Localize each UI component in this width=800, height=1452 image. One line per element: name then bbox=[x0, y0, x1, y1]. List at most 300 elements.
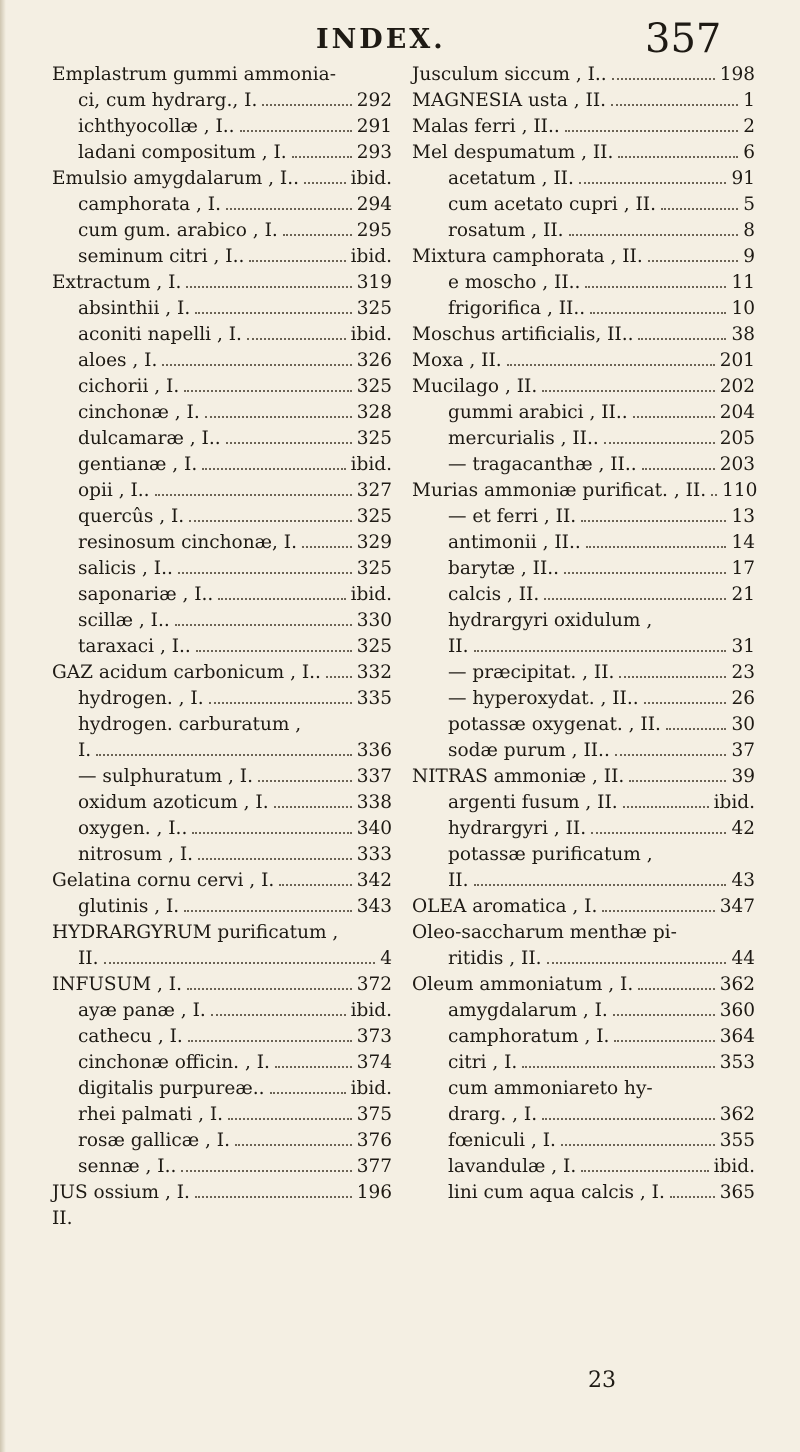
index-entry bbox=[52, 114, 392, 140]
index-entry bbox=[412, 114, 755, 140]
index-entry bbox=[52, 62, 392, 88]
entry-text: digitalis purpureæ.. bbox=[78, 1078, 265, 1099]
index-entry bbox=[52, 322, 392, 348]
index-entry bbox=[52, 738, 392, 764]
entry-text: drarg. , I. bbox=[448, 1104, 538, 1125]
entry-text: taraxaci , I.. bbox=[78, 636, 191, 657]
entry-text: seminum citri , I.. bbox=[78, 246, 245, 267]
index-entry bbox=[412, 556, 755, 582]
dot-leader bbox=[235, 1144, 352, 1146]
dot-leader bbox=[581, 1170, 708, 1172]
index-entry bbox=[412, 582, 755, 608]
dot-leader bbox=[192, 832, 351, 834]
entry-page-ref: 110 bbox=[722, 480, 758, 501]
entry-page-ref: 1 bbox=[743, 90, 755, 111]
dot-leader bbox=[209, 702, 352, 704]
index-entry bbox=[52, 478, 392, 504]
entry-text: Malas ferri , II.. bbox=[412, 116, 560, 137]
entry-text: cichorii , I. bbox=[78, 376, 180, 397]
index-entry bbox=[412, 348, 755, 374]
entry-text: gentianæ , I. bbox=[78, 454, 198, 475]
dot-leader bbox=[590, 312, 726, 314]
entry-page-ref: 337 bbox=[356, 766, 392, 787]
entry-page-ref: 17 bbox=[731, 558, 755, 579]
dot-leader bbox=[195, 1196, 352, 1198]
entry-text: camphorata , I. bbox=[78, 194, 221, 215]
dot-leader bbox=[262, 104, 351, 106]
entry-page-ref: ibid. bbox=[350, 246, 392, 267]
entry-text: — præcipitat. , II. bbox=[448, 662, 615, 683]
entry-page-ref: 374 bbox=[356, 1052, 392, 1073]
entry-text: cum gum. arabico , I. bbox=[78, 220, 278, 241]
entry-page-ref: 26 bbox=[731, 688, 755, 709]
index-entry bbox=[52, 894, 392, 920]
entry-page-ref: 364 bbox=[719, 1026, 755, 1047]
entry-text: Mixtura camphorata , II. bbox=[412, 246, 643, 267]
index-entry bbox=[52, 270, 392, 296]
index-entry bbox=[412, 192, 755, 218]
index-entry bbox=[52, 348, 392, 374]
dot-leader bbox=[195, 312, 351, 314]
dot-leader bbox=[162, 364, 351, 366]
index-entry bbox=[412, 1050, 755, 1076]
entry-text: oxygen. , I.. bbox=[78, 818, 188, 839]
entry-page-ref: 202 bbox=[719, 376, 755, 397]
entry-text: ayæ panæ , I. bbox=[78, 1000, 206, 1021]
entry-text: antimonii , II.. bbox=[448, 532, 581, 553]
index-entry bbox=[412, 738, 755, 764]
dot-leader bbox=[666, 728, 727, 730]
index-entry bbox=[412, 374, 755, 400]
entry-text: — et ferri , II. bbox=[448, 506, 577, 527]
entry-page-ref: 328 bbox=[356, 402, 392, 423]
entry-page-ref: 204 bbox=[719, 402, 755, 423]
index-entry bbox=[412, 1024, 755, 1050]
entry-page-ref: 9 bbox=[743, 246, 755, 267]
index-entry bbox=[52, 1180, 392, 1206]
entry-text: — sulphuratum , I. bbox=[78, 766, 253, 787]
dot-leader bbox=[604, 442, 715, 444]
entry-text: hydrargyri , II. bbox=[448, 818, 587, 839]
entry-text: nitrosum , I. bbox=[78, 844, 194, 865]
entry-page-ref: 21 bbox=[731, 584, 755, 605]
entry-page-ref: 6 bbox=[743, 142, 755, 163]
entry-page-ref: 39 bbox=[731, 766, 755, 787]
index-entry bbox=[52, 1128, 392, 1154]
entry-text: II. bbox=[448, 870, 469, 891]
entry-text: potassæ oxygenat. , II. bbox=[448, 714, 661, 735]
entry-page-ref: 293 bbox=[356, 142, 392, 163]
dot-leader bbox=[561, 1144, 715, 1146]
dot-leader bbox=[189, 520, 352, 522]
entry-text: — hyperoxydat. , II.. bbox=[448, 688, 639, 709]
dot-leader bbox=[581, 520, 726, 522]
index-entry bbox=[412, 1128, 755, 1154]
dot-leader bbox=[292, 156, 352, 158]
dot-leader bbox=[184, 390, 351, 392]
dot-leader bbox=[187, 988, 352, 990]
entry-page-ref: 372 bbox=[356, 974, 392, 995]
index-entry bbox=[52, 1206, 392, 1232]
index-entry bbox=[52, 400, 392, 426]
entry-page-ref: 5 bbox=[743, 194, 755, 215]
entry-text: argenti fusum , II. bbox=[448, 792, 618, 813]
dot-leader bbox=[240, 130, 352, 132]
dot-leader bbox=[96, 754, 351, 756]
entry-page-ref: 295 bbox=[356, 220, 392, 241]
entry-text: cathecu , I. bbox=[78, 1026, 183, 1047]
entry-text: I. bbox=[78, 740, 92, 761]
running-title: INDEX. bbox=[316, 24, 446, 55]
index-entry bbox=[412, 790, 755, 816]
dot-leader bbox=[579, 182, 727, 184]
index-entry bbox=[412, 998, 755, 1024]
entry-text: II. bbox=[448, 636, 469, 657]
dot-leader bbox=[648, 260, 739, 262]
entry-text: sennæ , I.. bbox=[78, 1156, 177, 1177]
entry-page-ref: 325 bbox=[356, 298, 392, 319]
index-entry bbox=[412, 530, 755, 556]
entry-text: sodæ purum , II.. bbox=[448, 740, 610, 761]
entry-page-ref: 325 bbox=[356, 558, 392, 579]
entry-page-ref: 23 bbox=[731, 662, 755, 683]
index-column-right bbox=[412, 62, 758, 1206]
index-entry bbox=[412, 868, 755, 894]
entry-page-ref: 332 bbox=[356, 662, 392, 683]
entry-page-ref: 8 bbox=[743, 220, 755, 241]
dot-leader bbox=[565, 130, 739, 132]
entry-text: hydrogen. carburatum , bbox=[78, 714, 302, 735]
index-entry bbox=[412, 218, 755, 244]
entry-text: rhei palmati , I. bbox=[78, 1104, 224, 1125]
index-entry bbox=[52, 530, 392, 556]
entry-page-ref: 42 bbox=[731, 818, 755, 839]
entry-page-ref: 198 bbox=[719, 64, 755, 85]
entry-page-ref: 294 bbox=[356, 194, 392, 215]
dot-leader bbox=[304, 182, 346, 184]
dot-leader bbox=[522, 1066, 714, 1068]
entry-text: Gelatina cornu cervi , I. bbox=[52, 870, 275, 891]
entry-text: rosatum , II. bbox=[448, 220, 564, 241]
entry-text: absinthii , I. bbox=[78, 298, 191, 319]
index-entry bbox=[52, 166, 392, 192]
index-entry bbox=[52, 790, 392, 816]
index-entry bbox=[412, 660, 755, 686]
dot-leader bbox=[228, 1118, 352, 1120]
entry-text: Oleum ammoniatum , I. bbox=[412, 974, 634, 995]
index-entry bbox=[52, 816, 392, 842]
dot-leader bbox=[218, 598, 345, 600]
index-entry bbox=[412, 1102, 755, 1128]
entry-page-ref: 325 bbox=[356, 376, 392, 397]
entry-text: HYDRARGYRUM purificatum , bbox=[52, 922, 339, 943]
dot-leader bbox=[211, 1014, 346, 1016]
dot-leader bbox=[612, 78, 715, 80]
dot-leader bbox=[202, 468, 345, 470]
entry-page-ref: ibid. bbox=[713, 1156, 755, 1177]
dot-leader bbox=[642, 468, 715, 470]
entry-text: potassæ purificatum , bbox=[448, 844, 653, 865]
dot-leader bbox=[585, 286, 726, 288]
entry-text: MAGNESIA usta , II. bbox=[412, 90, 607, 111]
entry-text: scillæ , I.. bbox=[78, 610, 170, 631]
dot-leader bbox=[326, 676, 352, 678]
entry-page-ref: 292 bbox=[356, 90, 392, 111]
index-entry bbox=[52, 140, 392, 166]
entry-text: salicis , I.. bbox=[78, 558, 173, 579]
entry-page-ref: 13 bbox=[731, 506, 755, 527]
entry-page-ref: 343 bbox=[356, 896, 392, 917]
entry-page-ref: ibid. bbox=[350, 1078, 392, 1099]
index-entry bbox=[412, 946, 755, 972]
index-entry bbox=[412, 686, 755, 712]
index-entry bbox=[52, 192, 392, 218]
entry-text: JUS ossium , I. bbox=[52, 1182, 190, 1203]
entry-text: Moxa , II. bbox=[412, 350, 502, 371]
entry-page-ref: 325 bbox=[356, 506, 392, 527]
entry-page-ref: 338 bbox=[356, 792, 392, 813]
index-entry bbox=[412, 608, 755, 634]
entry-text: hydrargyri oxidulum , bbox=[448, 610, 653, 631]
entry-page-ref: 329 bbox=[356, 532, 392, 553]
entry-text: glutinis , I. bbox=[78, 896, 180, 917]
index-entry bbox=[52, 660, 392, 686]
entry-page-ref: 360 bbox=[719, 1000, 755, 1021]
entry-page-ref: 91 bbox=[731, 168, 755, 189]
entry-page-ref: 377 bbox=[356, 1156, 392, 1177]
dot-leader bbox=[249, 260, 345, 262]
entry-page-ref: 291 bbox=[356, 116, 392, 137]
dot-leader bbox=[274, 806, 352, 808]
entry-text: frigorifica , II.. bbox=[448, 298, 586, 319]
entry-page-ref: ibid. bbox=[350, 584, 392, 605]
dot-leader bbox=[184, 910, 352, 912]
dot-leader bbox=[542, 1118, 715, 1120]
index-entry bbox=[412, 244, 755, 270]
index-entry bbox=[52, 634, 392, 660]
entry-page-ref: 10 bbox=[731, 298, 755, 319]
entry-text: — tragacanthæ , II.. bbox=[448, 454, 637, 475]
dot-leader bbox=[613, 1014, 715, 1016]
dot-leader bbox=[618, 156, 738, 158]
index-entry bbox=[412, 634, 755, 660]
entry-text: calcis , II. bbox=[448, 584, 540, 605]
dot-leader bbox=[186, 286, 351, 288]
index-entry bbox=[412, 920, 755, 946]
index-entry bbox=[412, 452, 755, 478]
index-entry bbox=[52, 686, 392, 712]
dot-leader bbox=[619, 676, 726, 678]
dot-leader bbox=[181, 1170, 351, 1172]
entry-text: ritidis , II. bbox=[448, 948, 542, 969]
dot-leader bbox=[196, 650, 352, 652]
entry-text: cum acetato cupri , II. bbox=[448, 194, 656, 215]
dot-leader bbox=[586, 546, 727, 548]
dot-leader bbox=[283, 234, 352, 236]
index-entry bbox=[52, 1024, 392, 1050]
entry-page-ref: ibid. bbox=[350, 1000, 392, 1021]
index-entry bbox=[412, 504, 755, 530]
index-entry bbox=[412, 62, 755, 88]
entry-text: acetatum , II. bbox=[448, 168, 574, 189]
dot-leader bbox=[155, 494, 352, 496]
entry-page-ref: 327 bbox=[356, 480, 392, 501]
entry-text: oxidum azoticum , I. bbox=[78, 792, 269, 813]
index-entry bbox=[52, 556, 392, 582]
dot-leader bbox=[205, 416, 352, 418]
index-entry bbox=[412, 88, 755, 114]
index-entry bbox=[52, 1102, 392, 1128]
entry-page-ref: 196 bbox=[356, 1182, 392, 1203]
index-entry bbox=[412, 816, 755, 842]
signature-mark: 23 bbox=[588, 1368, 616, 1393]
dot-leader bbox=[507, 364, 715, 366]
dot-leader bbox=[591, 832, 726, 834]
dot-leader bbox=[258, 780, 352, 782]
dot-leader bbox=[474, 650, 727, 652]
dot-leader bbox=[279, 884, 351, 886]
entry-page-ref: 11 bbox=[731, 272, 755, 293]
entry-text: mercurialis , II.. bbox=[448, 428, 599, 449]
entry-page-ref: 353 bbox=[719, 1052, 755, 1073]
page-number: 357 bbox=[645, 16, 722, 62]
index-entry bbox=[52, 244, 392, 270]
index-entry bbox=[52, 296, 392, 322]
entry-text: cum ammoniareto hy- bbox=[448, 1078, 653, 1099]
dot-leader bbox=[270, 1092, 346, 1094]
entry-page-ref: 376 bbox=[356, 1130, 392, 1151]
index-entry bbox=[52, 88, 392, 114]
dot-leader bbox=[302, 546, 352, 548]
entry-page-ref: 203 bbox=[719, 454, 755, 475]
index-entry bbox=[412, 270, 755, 296]
index-entry bbox=[412, 296, 755, 322]
entry-page-ref: 2 bbox=[743, 116, 755, 137]
dot-leader bbox=[615, 754, 727, 756]
index-entry bbox=[412, 1180, 755, 1206]
page-edge-shadow bbox=[0, 0, 6, 1452]
entry-text: saponariæ , I.. bbox=[78, 584, 214, 605]
entry-page-ref: 38 bbox=[731, 324, 755, 345]
index-entry bbox=[52, 504, 392, 530]
entry-page-ref: 31 bbox=[731, 636, 755, 657]
entry-text: GAZ acidum carbonicum , I.. bbox=[52, 662, 321, 683]
entry-page-ref: 342 bbox=[356, 870, 392, 891]
entry-text: II. bbox=[78, 948, 99, 969]
entry-page-ref: 201 bbox=[719, 350, 755, 371]
index-entry bbox=[52, 374, 392, 400]
entry-text: aloes , I. bbox=[78, 350, 158, 371]
entry-text: opii , I.. bbox=[78, 480, 150, 501]
index-entry bbox=[412, 1076, 755, 1102]
dot-leader bbox=[623, 806, 709, 808]
entry-page-ref: 362 bbox=[719, 974, 755, 995]
entry-text: Moschus artificialis, II.. bbox=[412, 324, 634, 345]
dot-leader bbox=[638, 338, 726, 340]
index-entry bbox=[412, 842, 755, 868]
index-entry bbox=[412, 478, 758, 504]
entry-page-ref: 37 bbox=[731, 740, 755, 761]
index-entry bbox=[412, 894, 755, 920]
entry-page-ref: 347 bbox=[719, 896, 755, 917]
index-entry bbox=[412, 140, 755, 166]
entry-page-ref: 335 bbox=[356, 688, 392, 709]
index-entry bbox=[412, 400, 755, 426]
dot-leader bbox=[547, 962, 727, 964]
index-entry bbox=[52, 608, 392, 634]
dot-leader bbox=[638, 988, 714, 990]
entry-text: Emulsio amygdalarum , I.. bbox=[52, 168, 300, 189]
index-entry bbox=[412, 322, 755, 348]
index-column-left bbox=[52, 62, 392, 1232]
entry-text: gummi arabici , II.. bbox=[448, 402, 628, 423]
dot-leader bbox=[661, 208, 738, 210]
entry-text: e moscho , II.. bbox=[448, 272, 581, 293]
entry-text: resinosum cinchonæ, I. bbox=[78, 532, 297, 553]
index-entry bbox=[412, 1154, 755, 1180]
entry-text: INFUSUM , I. bbox=[52, 974, 182, 995]
index-entry bbox=[52, 712, 392, 738]
entry-text: Mel despumatum , II. bbox=[412, 142, 614, 163]
entry-page-ref: 330 bbox=[356, 610, 392, 631]
entry-page-ref: 14 bbox=[731, 532, 755, 553]
dot-leader bbox=[178, 572, 352, 574]
entry-page-ref: 373 bbox=[356, 1026, 392, 1047]
entry-page-ref: 205 bbox=[719, 428, 755, 449]
index-entry bbox=[52, 218, 392, 244]
entry-page-ref: 43 bbox=[731, 870, 755, 891]
dot-leader bbox=[670, 1196, 715, 1198]
index-entry bbox=[52, 998, 392, 1024]
dot-leader bbox=[226, 208, 352, 210]
index-entry bbox=[52, 842, 392, 868]
entry-text: rosæ gallicæ , I. bbox=[78, 1130, 230, 1151]
dot-leader bbox=[474, 884, 727, 886]
entry-page-ref: 326 bbox=[356, 350, 392, 371]
entry-text: citri , I. bbox=[448, 1052, 518, 1073]
entry-text: OLEA aromatica , I. bbox=[412, 896, 598, 917]
index-entry bbox=[52, 920, 392, 946]
entry-page-ref: 362 bbox=[719, 1104, 755, 1125]
entry-page-ref: 340 bbox=[356, 818, 392, 839]
entry-page-ref: 44 bbox=[731, 948, 755, 969]
entry-page-ref: 4 bbox=[380, 948, 392, 969]
index-entry bbox=[412, 712, 755, 738]
dot-leader bbox=[602, 910, 714, 912]
index-entry bbox=[52, 764, 392, 790]
entry-text: Murias ammoniæ purificat. , II. bbox=[412, 480, 707, 501]
entry-page-ref: 365 bbox=[719, 1182, 755, 1203]
entry-page-ref: ibid. bbox=[350, 454, 392, 475]
entry-text: Mucilago , II. bbox=[412, 376, 538, 397]
entry-text: Oleo-saccharum menthæ pi- bbox=[412, 922, 677, 943]
index-entry bbox=[52, 1076, 392, 1102]
entry-text: cinchonæ , I. bbox=[78, 402, 200, 423]
index-entry bbox=[412, 764, 755, 790]
index-entry bbox=[52, 426, 392, 452]
index-entry bbox=[52, 452, 392, 478]
entry-page-ref: ibid. bbox=[350, 168, 392, 189]
entry-text: Jusculum siccum , I.. bbox=[412, 64, 607, 85]
entry-text: barytæ , II.. bbox=[448, 558, 560, 579]
entry-page-ref: ibid. bbox=[350, 324, 392, 345]
entry-text: NITRAS ammoniæ , II. bbox=[412, 766, 625, 787]
entry-text: Emplastrum gummi ammonia- bbox=[52, 64, 336, 85]
index-entry bbox=[52, 582, 392, 608]
entry-text: quercûs , I. bbox=[78, 506, 185, 527]
dot-leader bbox=[564, 572, 726, 574]
entry-text: lini cum aqua calcis , I. bbox=[448, 1182, 665, 1203]
